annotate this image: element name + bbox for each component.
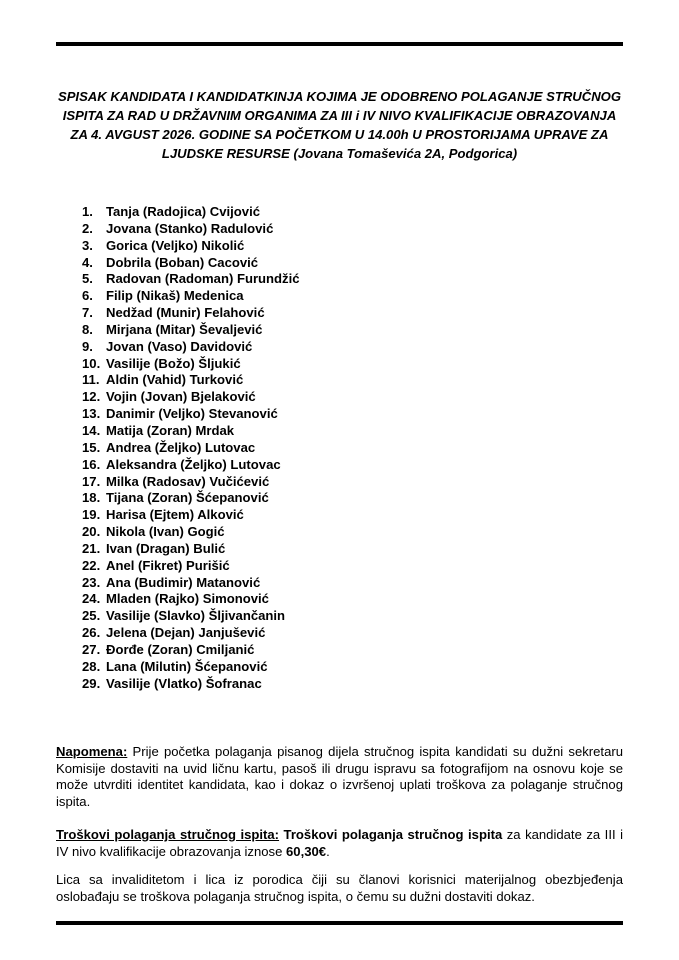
candidate-item: [82, 541, 300, 558]
candidate-name: Harisa (Ejtem) Alković: [106, 507, 244, 523]
candidate-item: [82, 490, 300, 507]
candidate-number: 4.: [82, 254, 93, 270]
candidate-list: [82, 204, 300, 692]
candidate-number: 18.: [82, 490, 101, 506]
costs-label: Troškovi polaganja stručnog ispita:: [56, 827, 280, 842]
candidate-item: [82, 339, 300, 356]
note-paragraph: [56, 744, 623, 810]
document-heading: SPISAK KANDIDATA I KANDIDATKINJA KOJIMA JE ODOBRENO POLAGANJE STRUČNOG ISPITA ZA RAD U DRŽAVNIM ORGANIMA ZA III i IV NIVO KVALIFIKACIJE OBRAZOVANJA ZA 4. AVGUST 2026. GODINE SA POČETKOM U 14.00h U PROSTORIJAMA UPRAVE ZA LJUDSKE RESURSE (Jovana Tomaševića 2A, Podgorica): [57, 89, 622, 161]
note-label: Napomena:: [56, 744, 128, 759]
candidate-item: [82, 524, 300, 541]
candidate-name: Tanja (Radojica) Cvijović: [106, 204, 261, 219]
candidate-number: 8.: [82, 321, 93, 337]
candidate-name: Mirjana (Mitar) Ševaljević: [106, 321, 263, 337]
candidate-item: [82, 591, 300, 608]
candidate-name: Nedžad (Munir) Felahović: [106, 305, 265, 321]
candidate-number: 19.: [82, 507, 101, 523]
candidate-name: Andrea (Željko) Lutovac: [106, 439, 256, 455]
candidate-item: [82, 642, 300, 659]
candidate-name: Nikola (Ivan) Gogić: [106, 524, 225, 540]
candidate-number: 21.: [82, 540, 101, 556]
costs-text: za kandidate za III i IV nivo kvalifikacije obrazovanja iznose: [56, 827, 624, 859]
candidate-item: [82, 575, 300, 592]
candidate-item: [82, 221, 300, 238]
candidate-item: [82, 238, 300, 255]
candidate-name: Gorica (Veljko) Nikolić: [106, 237, 245, 253]
candidate-number: 10.: [82, 355, 101, 371]
candidate-number: 14.: [82, 422, 101, 438]
candidate-number: 28.: [82, 658, 101, 674]
candidate-name: Aldin (Vahid) Turković: [106, 372, 244, 388]
exemption-paragraph: Lica sa invaliditetom i lica iz porodica čiji su članovi korisnici materijalnog obezbjeđenja oslobađaju se troškova polaganja stručnog ispita, o čemu su dužni dostaviti dokaz.: [56, 872, 623, 904]
candidate-number: 24.: [82, 591, 101, 607]
candidate-number: 15.: [82, 439, 101, 455]
costs-amount: 60,30€: [286, 843, 327, 859]
candidate-number: 9.: [82, 338, 93, 354]
candidate-number: 25.: [82, 608, 101, 624]
candidate-item: [82, 423, 300, 440]
candidate-number: 1.: [82, 204, 93, 219]
candidate-item: [82, 322, 300, 339]
candidate-item: [82, 255, 300, 272]
candidate-item: [82, 558, 300, 575]
candidate-name: Dobrila (Boban) Cacović: [106, 254, 259, 270]
candidate-number: 22.: [82, 557, 101, 573]
candidate-item: [82, 372, 300, 389]
candidate-name: Ivan (Dragan) Bulić: [106, 540, 226, 556]
candidate-name: Đorđe (Zoran) Cmiljanić: [106, 641, 255, 657]
candidate-name: Milka (Radosav) Vučićević: [106, 473, 270, 489]
candidate-number: 20.: [82, 524, 101, 540]
candidate-name: Matija (Zoran) Mrdak: [106, 422, 235, 438]
candidate-name: Radovan (Radoman) Furundžić: [106, 271, 300, 287]
candidate-number: 11.: [82, 372, 100, 388]
candidate-number: 26.: [82, 625, 101, 641]
candidate-item: [82, 625, 300, 642]
candidate-item: [82, 457, 300, 474]
candidate-number: 23.: [82, 574, 101, 590]
top-rule: [56, 42, 623, 46]
candidate-item: [82, 204, 300, 221]
candidate-name: Mladen (Rajko) Simonović: [106, 591, 269, 607]
candidate-item: [82, 356, 300, 373]
candidate-number: 6.: [82, 288, 93, 304]
candidate-name: Lana (Milutin) Šćepanović: [106, 658, 268, 674]
candidate-item: [82, 507, 300, 524]
candidate-name: Jelena (Dejan) Janjušević: [106, 625, 266, 641]
costs-paragraph: [56, 827, 623, 860]
candidate-number: 2.: [82, 220, 93, 236]
candidate-number: 3.: [82, 237, 93, 253]
costs-end: .: [326, 843, 330, 859]
candidate-item: [82, 389, 300, 406]
candidate-item: [82, 305, 300, 322]
bottom-rule: [56, 921, 623, 925]
candidate-name: Vojin (Jovan) Bjelaković: [106, 389, 256, 405]
candidate-number: 5.: [82, 271, 93, 287]
candidate-item: [82, 406, 300, 423]
candidate-item: [82, 288, 300, 305]
candidate-name: Ana (Budimir) Matanović: [106, 574, 261, 590]
candidate-item: [82, 271, 300, 288]
candidate-item: [82, 676, 300, 693]
candidate-name: Filip (Nikaš) Medenica: [106, 288, 244, 304]
candidate-name: Jovan (Vaso) Davidović: [106, 338, 253, 354]
candidate-name: Jovana (Stanko) Radulović: [106, 220, 274, 236]
candidate-number: 7.: [82, 305, 93, 321]
candidate-item: [82, 608, 300, 625]
candidate-number: 13.: [82, 406, 101, 422]
candidate-name: Vasilije (Slavko) Šljivančanin: [106, 608, 286, 624]
candidate-number: 17.: [82, 473, 101, 489]
candidate-name: Vasilije (Božo) Šljukić: [106, 355, 241, 371]
candidate-number: 12.: [82, 389, 101, 405]
costs-bold-lead: Troškovi polaganja stručnog ispita: [279, 827, 503, 842]
candidate-item: [82, 440, 300, 457]
candidate-name: Anel (Fikret) Purišić: [106, 557, 230, 573]
candidate-number: 27.: [82, 641, 101, 657]
candidate-name: Aleksandra (Željko) Lutovac: [106, 456, 281, 472]
candidate-name: Danimir (Veljko) Stevanović: [106, 406, 278, 422]
candidate-name: Vasilije (Vlatko) Šofranac: [106, 675, 262, 691]
candidate-number: 16.: [82, 456, 101, 472]
candidate-item: [82, 659, 300, 676]
candidate-item: [82, 474, 300, 491]
candidate-name: Tijana (Zoran) Šćepanović: [106, 490, 269, 506]
note-text: Prije početka polaganja pisanog dijela stručnog ispita kandidati su dužni sekretaru Komisije dostaviti na uvid ličnu kartu, pasoš ili drugu ispravu sa fotografijom na osnovu koje se može utvrditi identitet kandidata, kao i dokaz o izvršenoj uplati troškova za polaganje stručnog ispita.: [56, 744, 623, 809]
candidate-number: 29.: [82, 675, 101, 691]
